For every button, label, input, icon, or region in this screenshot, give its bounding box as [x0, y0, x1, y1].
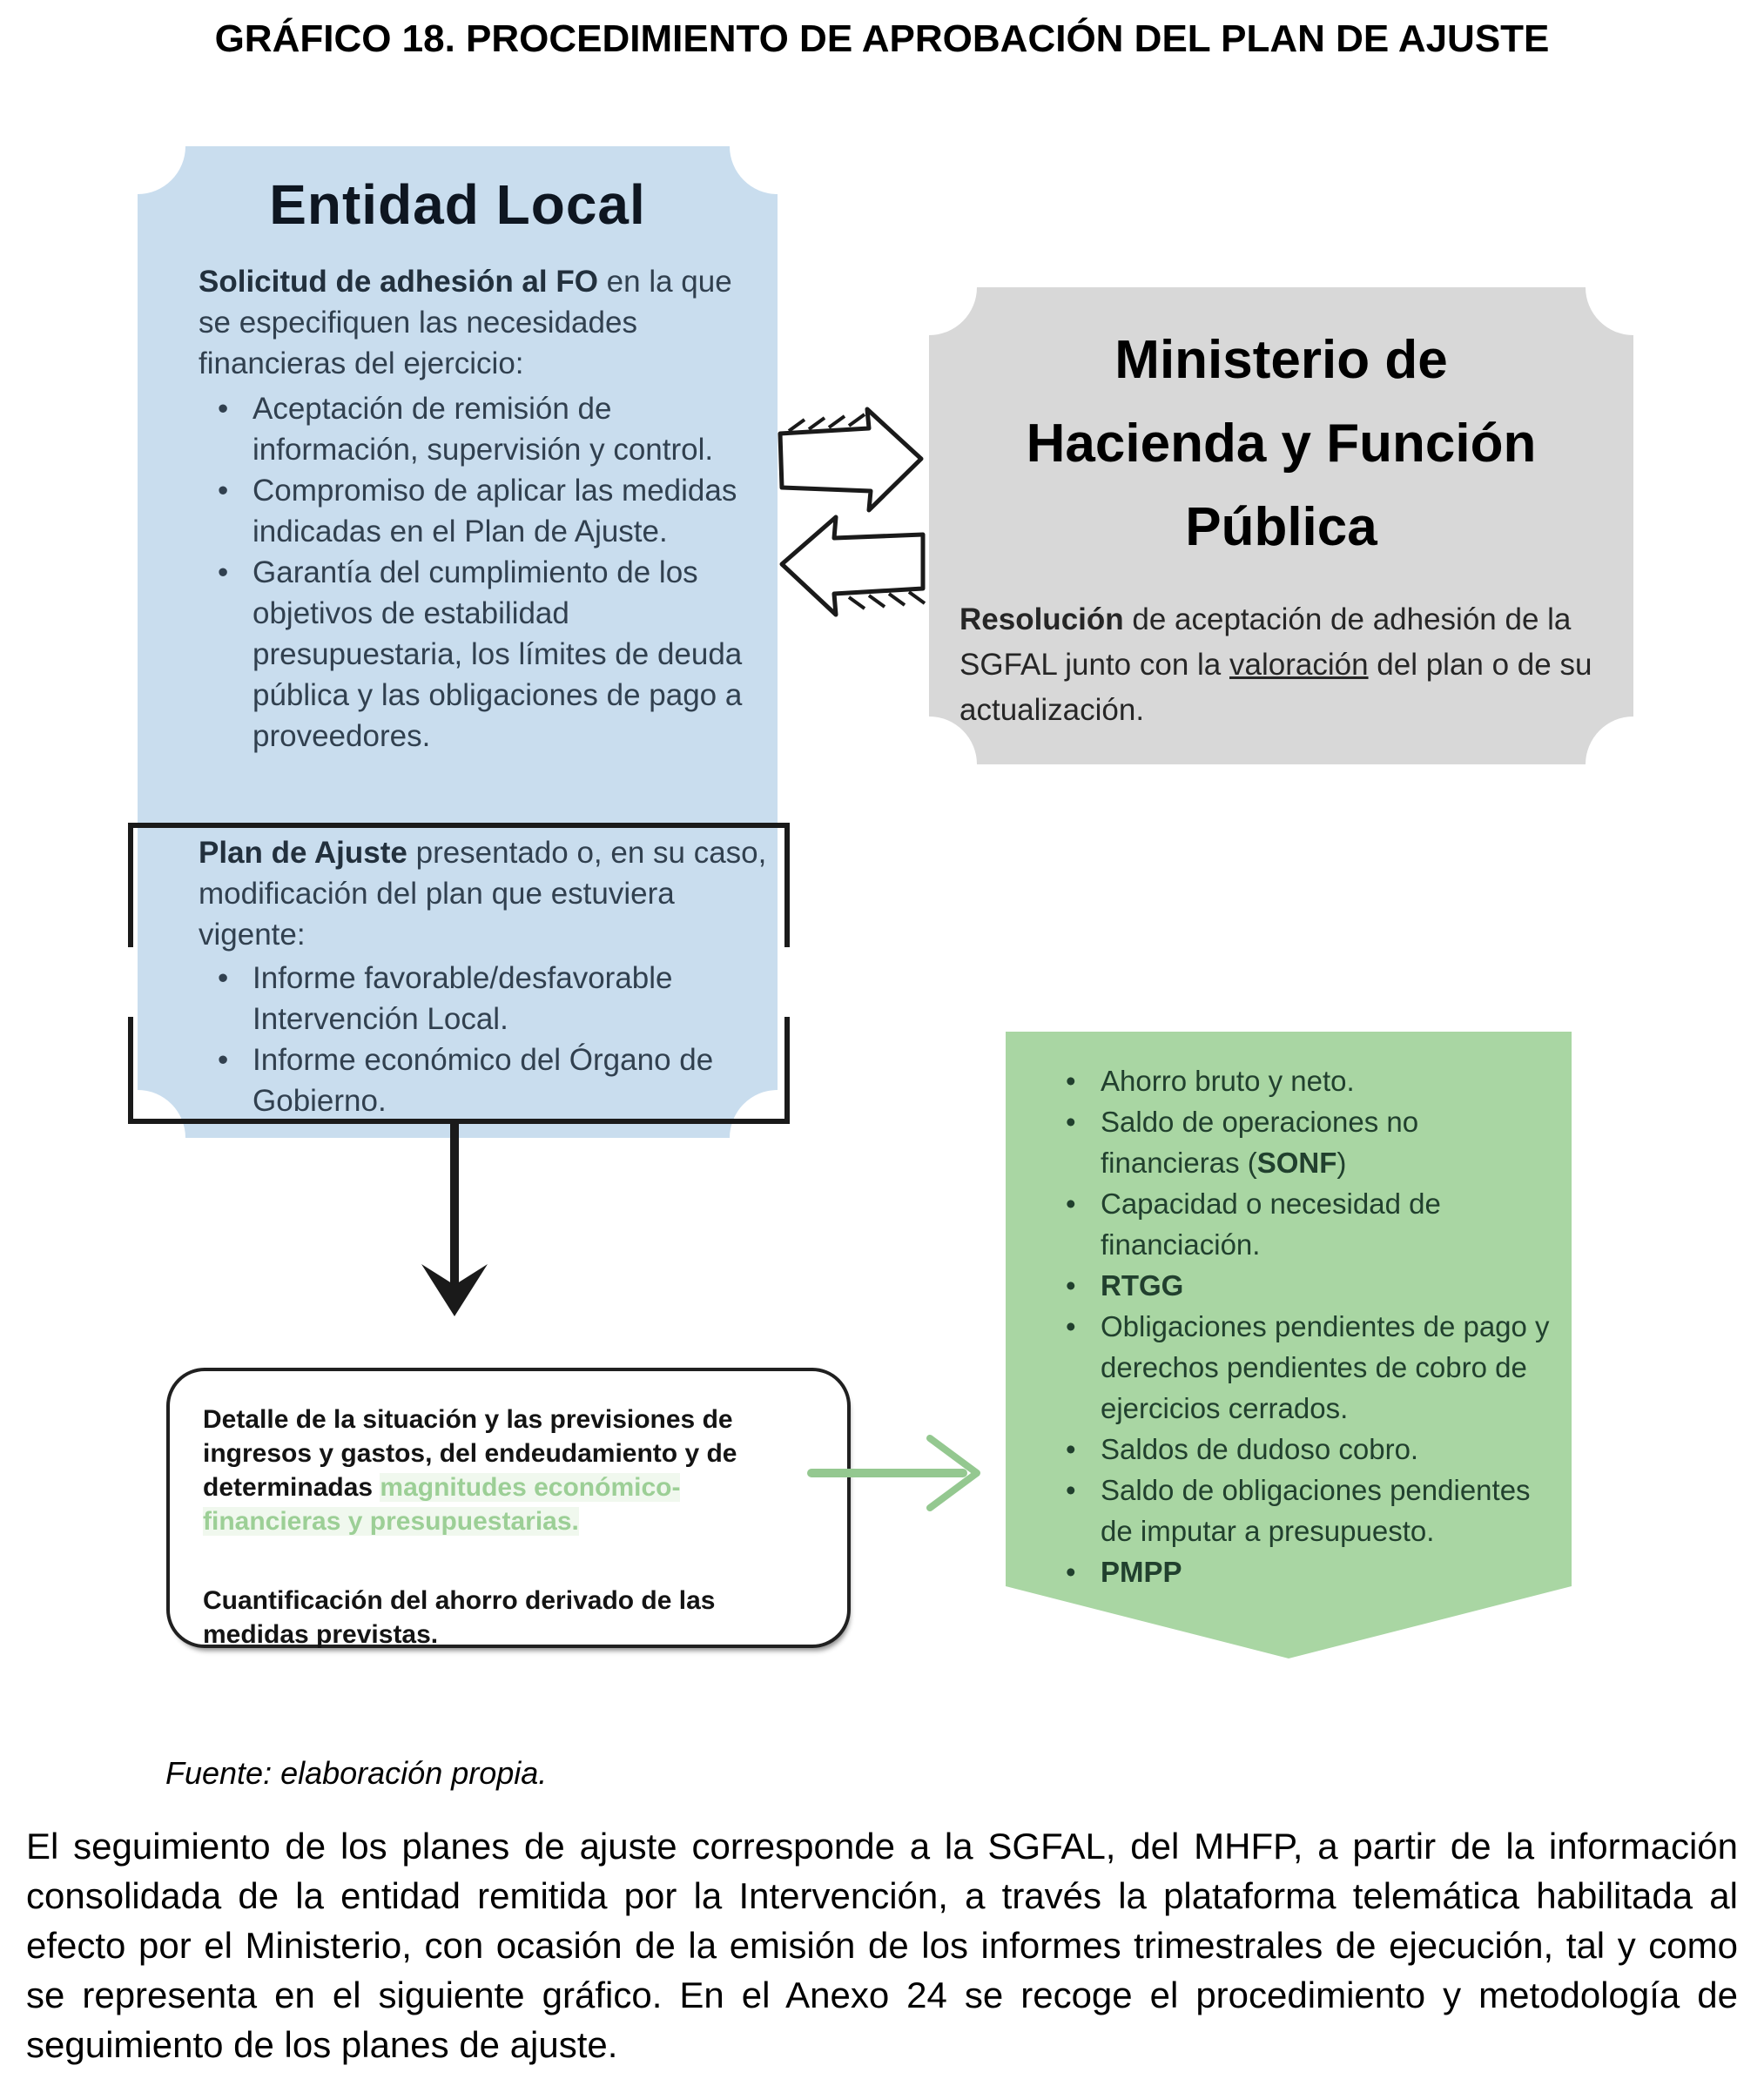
- ministerio-title-line: Hacienda y Función: [1026, 414, 1537, 474]
- plan-de-ajuste-paragraph: Plan de Ajuste presentado o, en su caso, modificación del plan que estuviera vigente:: [199, 836, 767, 952]
- list-item: • Capacidad o necesidad de financiación.: [1060, 1183, 1564, 1265]
- list-item: • Compromiso de aplicar las medidas indicadas en el Plan de Ajuste.: [207, 470, 754, 552]
- ministerio-title-line: Pública: [1185, 497, 1377, 557]
- magnitudes-bullet-list: [1060, 1060, 1564, 1592]
- page-title: GRÁFICO 18. PROCEDIMIENTO DE APROBACIÓN DEL PLAN DE AJUSTE: [214, 17, 1550, 60]
- list-item: • Saldo de operaciones no financieras (SONF): [1060, 1101, 1564, 1183]
- ministerio-title: [929, 319, 1633, 569]
- list-item: • Obligaciones pendientes de pago y derechos pendientes de cobro de ejercicios cerrados.: [1060, 1306, 1564, 1429]
- ministerio-title-line: Ministerio de: [1114, 330, 1448, 390]
- handdrawn-arrow-left-icon: [782, 517, 925, 615]
- list-item: • Informe económico del Órgano de Gobierno.: [207, 1039, 764, 1121]
- detalle-box: [166, 1368, 851, 1648]
- handdrawn-arrow-right-icon: [780, 409, 921, 510]
- list-item: • Informe favorable/desfavorable Intervención Local.: [207, 958, 764, 1039]
- list-item: • Saldos de dudoso cobro.: [1060, 1429, 1564, 1470]
- plan-de-ajuste-bullet-list: [207, 958, 764, 1121]
- list-item: • PMPP: [1060, 1551, 1564, 1592]
- list-item: • Aceptación de remisión de información, supervisión y control.: [207, 388, 754, 470]
- solicitud-paragraph: Solicitud de adhesión al FO en la que se especifiquen las necesidades financieras del ejercicio:: [199, 265, 732, 380]
- list-item: • Saldo de obligaciones pendientes de imputar a presupuesto.: [1060, 1470, 1564, 1551]
- detalle-paragraph: Detalle de la situación y las previsiones de ingresos y gastos, del endeudamiento y de determinadas magnitudes económico-financieras y presupuestarias.: [203, 1405, 737, 1536]
- arrow-down-icon: [421, 1123, 488, 1316]
- list-item: • Ahorro bruto y neto.: [1060, 1060, 1564, 1101]
- body-paragraph: El seguimiento de los planes de ajuste corresponde a la SGFAL, del MHFP, a partir de la información consolidada de la entidad remitida por la Intervención, a través la plataforma telemática habilitada al efecto por el Ministerio, con ocasión de la emisión de los informes trimestrales de ejecución, tal y como se representa en el siguiente gráfico. En el Anexo 24 se recoge el procedimiento y metodología de seguimiento de los planes de ajuste.: [26, 1826, 1738, 2065]
- list-item: • RTGG: [1060, 1265, 1564, 1306]
- resolucion-paragraph: Resolución de aceptación de adhesión de la SGFAL junto con la valoración del plan o de su actualización.: [959, 602, 1592, 727]
- list-item: • Garantía del cumplimiento de los objetivos de estabilidad presupuestaria, los límites de deuda pública y las obligaciones de pago a proveedores.: [207, 552, 754, 757]
- figure-caption: Fuente: elaboración propia.: [165, 1755, 548, 1791]
- entidad-local-title: Entidad Local: [269, 173, 646, 236]
- cuantificacion-paragraph: Cuantificación del ahorro derivado de las medidas previstas.: [203, 1586, 716, 1649]
- entidad-bullet-list: [207, 388, 754, 757]
